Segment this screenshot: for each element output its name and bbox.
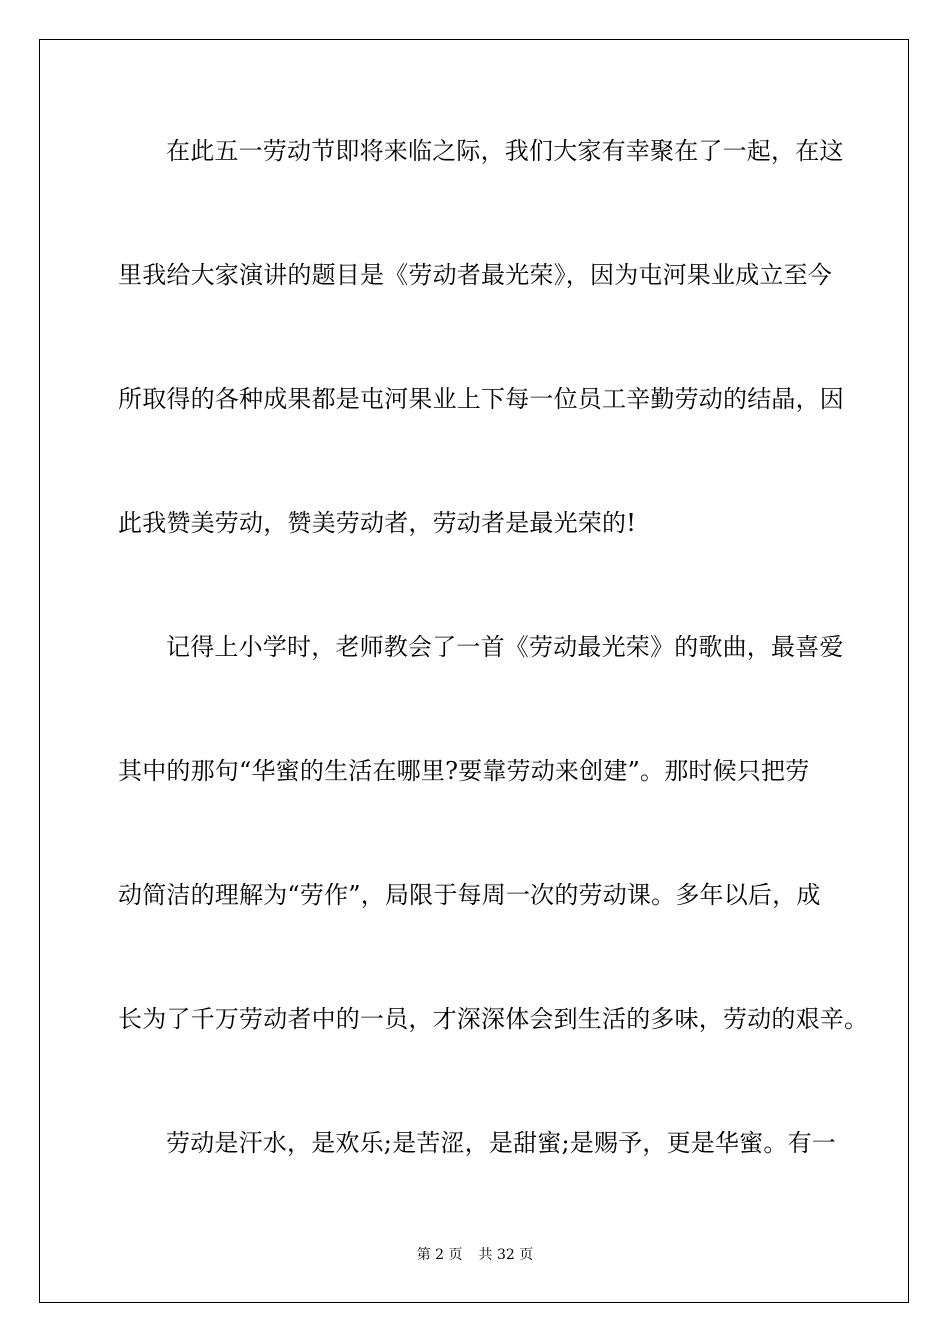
paragraph-1-line-4: 此我赞美劳动，赞美劳动者，劳动者是最光荣的! [118, 509, 637, 537]
paragraph-3-line-1: 劳动是汗水，是欢乐;是苦涩，是甜蜜;是赐予，更是华蜜。有一 [166, 1129, 836, 1157]
page-number: 第 2 页 [416, 1247, 463, 1263]
paragraph-2-line-2: 其中的那句“华蜜的生活在哪里?要靠劳动来创建”。那时候只把劳 [118, 757, 810, 785]
paragraph-1-line-3: 所取得的各种成果都是屯河果业上下每一位员工辛勤劳动的结晶，因 [118, 385, 844, 413]
page-border [39, 39, 909, 1303]
paragraph-2-line-3: 动简洁的理解为“劳作”，局限于每周一次的劳动课。多年以后，成 [118, 881, 821, 909]
paragraph-2-line-4: 长为了千万劳动者中的一员，才深深体会到生活的多味，劳动的艰辛。 [118, 1005, 869, 1033]
paragraph-1-line-2: 里我给大家演讲的题目是《劳动者最光荣》，因为屯河果业成立至今 [118, 261, 832, 289]
paragraph-1-line-1: 在此五一劳动节即将来临之际，我们大家有幸聚在了一起，在这 [166, 137, 844, 165]
total-pages: 共 32 页 [478, 1247, 534, 1263]
paragraph-2-line-1: 记得上小学时，老师教会了一首《劳动最光荣》的歌曲，最喜爱 [166, 633, 844, 661]
page-footer [0, 1246, 950, 1264]
